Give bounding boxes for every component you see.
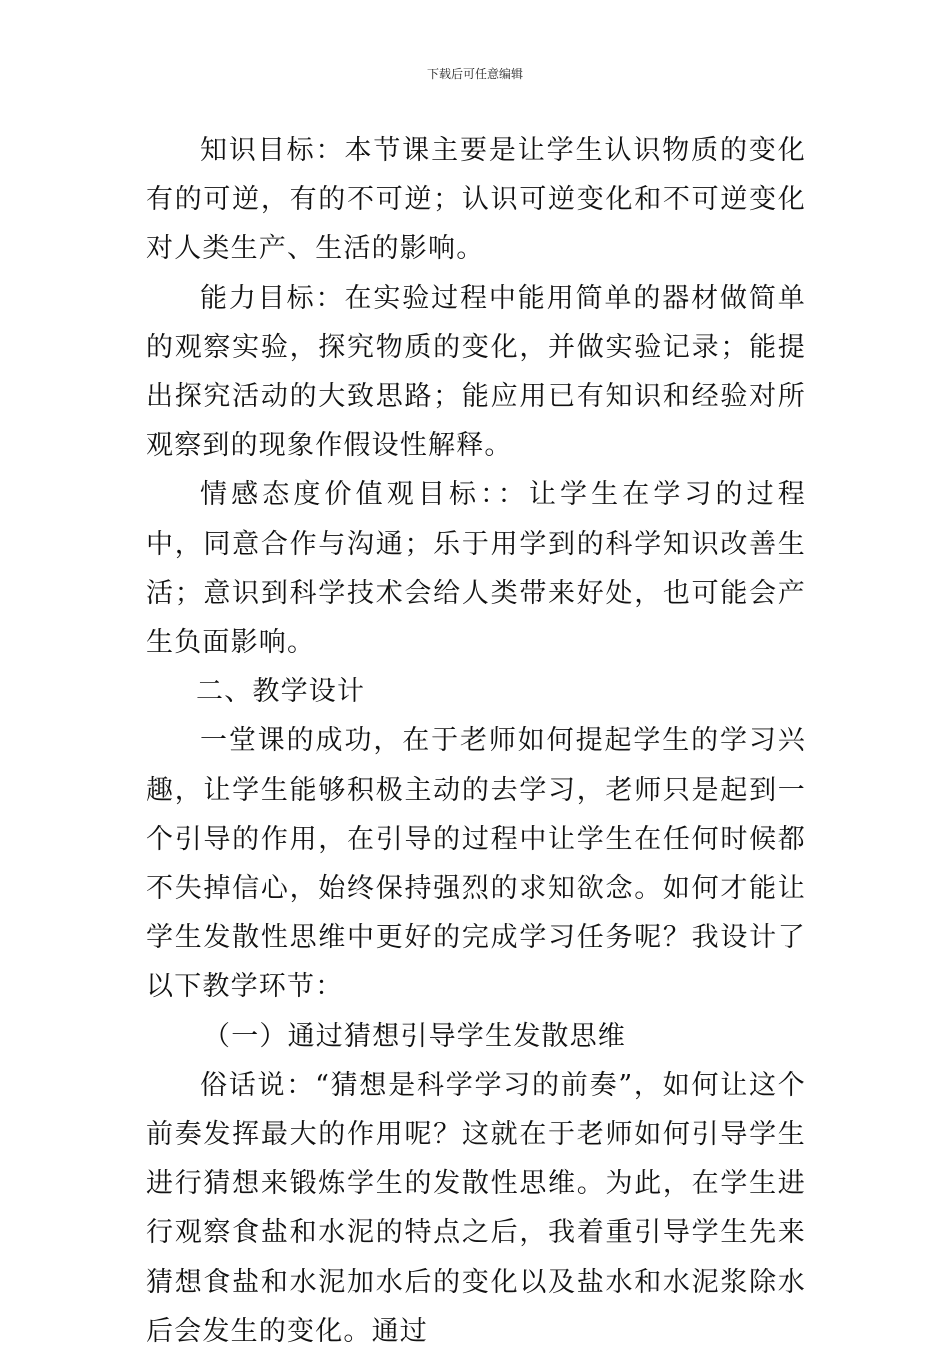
paragraph-guess-prelude: 俗话说：“猜想是科学学习的前奏”，如何让这个前奏发挥最大的作用呢？这就在于老师如何引导学生进行猜想来锻炼学生的发散性思维。为此，在学生进行观察食盐和水泥的特点之后，我着重引导学生先来猜想食盐和水泥加水后的变化以及盐水和水泥浆除水后会发生的变化。通过 (146, 1069, 806, 1347)
paragraph-knowledge-goal: 知识目标：本节课主要是让学生认识物质的变化有的可逆，有的不可逆；认识可逆变化和不可逆变化对人类生产、生活的影响。 (146, 135, 806, 265)
subheading-guess-divergent: （一）通过猜想引导学生发散思维 (203, 1020, 626, 1052)
paragraph-lesson-success: 一堂课的成功，在于老师如何提起学生的学习兴趣，让学生能够积极主动的去学习，老师只是起到一个引导的作用，在引导的过程中让学生在任何时候都不失掉信心，始终保持强烈的求知欲念。如何才能让学生发散性思维中更好的完成学习任务呢？我设计了以下教学环节： (146, 725, 806, 1003)
document-body (146, 126, 806, 1356)
paragraph-attitude-goal: 情感态度价值观目标：：让学生在学习的过程中，同意合作与沟通；乐于用学到的科学知识改善生活；意识到科学技术会给人类带来好处，也可能会产生负面影响。 (146, 479, 806, 659)
section-heading-teaching-design: 二、教学设计 (196, 676, 366, 708)
page-header: 下载后可任意编辑 (426, 67, 523, 81)
paragraph-ability-goal: 能力目标：在实验过程中能用简单的器材做简单的观察实验，探究物质的变化，并做实验记录；能提出探究活动的大致思路；能应用已有知识和经验对所观察到的现象作假设性解释。 (146, 282, 806, 462)
